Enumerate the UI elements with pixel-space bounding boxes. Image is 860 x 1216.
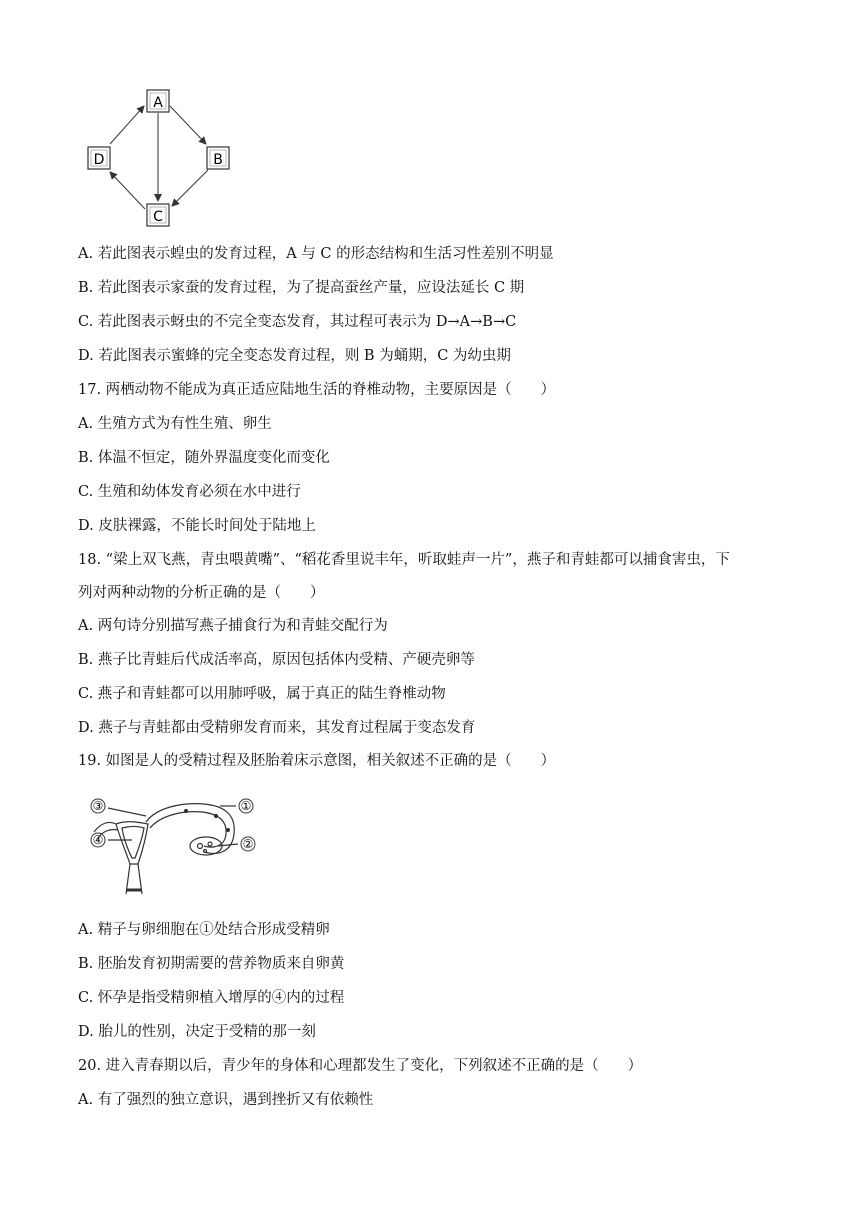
stage-box-a xyxy=(147,90,169,112)
q16-option-a: A. 若此图表示蝗虫的发育过程，A 与 C 的形态结构和生活习性差别不明显 xyxy=(78,246,554,262)
arrow-c-to-d xyxy=(110,172,145,209)
reproductive-system-diagram xyxy=(86,794,266,902)
stage-label-d: D xyxy=(93,152,105,168)
q17-stem: 17. 两栖动物不能成为真正适应陆地生活的脊椎动物，主要原因是（ ） xyxy=(78,382,556,398)
stage-box-c xyxy=(147,204,169,226)
q18-option-c: C. 燕子和青蛙都可以用肺呼吸，属于真正的陆生脊椎动物 xyxy=(78,686,446,702)
q17-option-b: B. 体温不恒定，随外界温度变化而变化 xyxy=(78,450,330,466)
development-cycle-diagram xyxy=(80,84,250,234)
arrow-b-to-c xyxy=(172,170,208,206)
q18-stem-line1: 18. “梁上双飞燕，青虫喂黄嘴”、“稻花香里说丰年，听取蛙声一片”，燕子和青蛙都可以捕食害虫，下 xyxy=(78,552,730,568)
q19-option-b: B. 胚胎发育初期需要的营养物质来自卵黄 xyxy=(78,956,345,972)
stage-box-d xyxy=(88,147,110,169)
stage-label-c: C xyxy=(153,209,163,225)
q20-option-a: A. 有了强烈的独立意识，遇到挫折又有依赖性 xyxy=(78,1092,374,1108)
figure-label-3: ③ xyxy=(92,799,104,813)
q18-stem-line2: 列对两种动物的分析正确的是（ ） xyxy=(78,585,325,601)
q16-option-b: B. 若此图表示家蚕的发育过程，为了提高蚕丝产量，应设法延长 C 期 xyxy=(78,280,525,296)
arrow-d-to-a xyxy=(110,106,144,144)
q18-option-b: B. 燕子比青蛙后代成活率高，原因包括体内受精、产硬壳卵等 xyxy=(78,652,475,668)
stage-label-b: B xyxy=(213,152,223,168)
q20-stem: 20. 进入青春期以后，青少年的身体和心理都发生了变化，下列叙述不正确的是（ ） xyxy=(78,1058,643,1074)
q16-option-d: D. 若此图表示蜜蜂的完全变态发育过程，则 B 为蛹期，C 为幼虫期 xyxy=(78,348,511,364)
q19-option-c: C. 怀孕是指受精卵植入增厚的④内的过程 xyxy=(78,990,345,1006)
figure-label-4: ④ xyxy=(92,833,104,847)
q18-option-d: D. 燕子与青蛙都由受精卵发育而来，其发育过程属于变态发育 xyxy=(78,720,476,736)
q19-stem: 19. 如图是人的受精过程及胚胎着床示意图，相关叙述不正确的是（ ） xyxy=(78,753,556,769)
q19-option-a: A. 精子与卵细胞在①处结合形成受精卵 xyxy=(78,922,330,938)
q17-option-c: C. 生殖和幼体发育必须在水中进行 xyxy=(78,484,301,500)
q16-option-c: C. 若此图表示蚜虫的不完全变态发育，其过程可表示为 D→A→B→C xyxy=(78,314,517,330)
stage-label-a: A xyxy=(153,95,163,111)
figure-label-1: ① xyxy=(240,799,252,813)
stage-box-b xyxy=(207,147,229,169)
figure-label-2: ② xyxy=(242,837,254,851)
q18-option-a: A. 两句诗分别描写燕子捕食行为和青蛙交配行为 xyxy=(78,618,388,634)
q17-option-d: D. 皮肤裸露，不能长时间处于陆地上 xyxy=(78,518,316,534)
q19-option-d: D. 胎儿的性别，决定于受精的那一刻 xyxy=(78,1024,316,1040)
q17-option-a: A. 生殖方式为有性生殖、卵生 xyxy=(78,416,272,432)
arrow-a-to-b xyxy=(170,106,206,144)
